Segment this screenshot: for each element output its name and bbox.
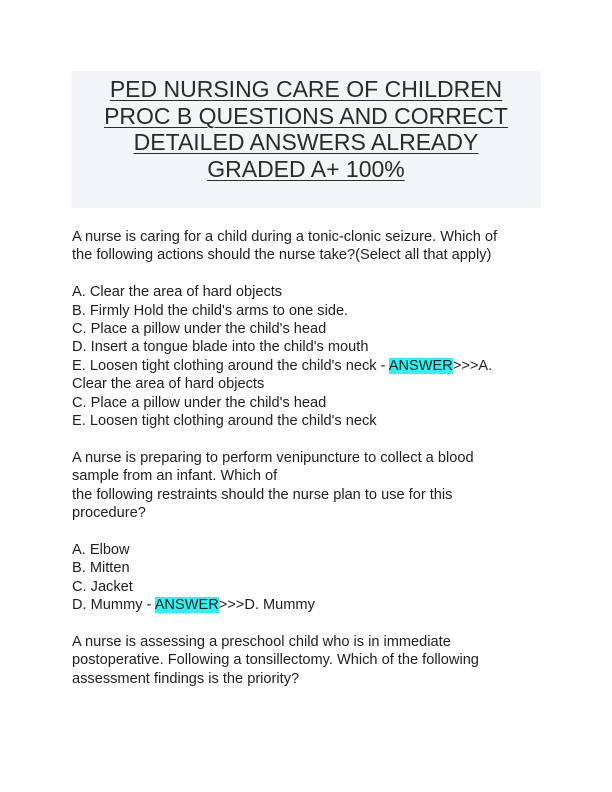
answer-line [72, 357, 552, 375]
question-stem-line: the following restraints should the nurse plan to use for this [72, 486, 453, 503]
spacer [72, 430, 552, 448]
option-line: A. Elbow [72, 541, 130, 558]
option-text: E. Loosen tight clothing around the child's neck - [72, 357, 389, 374]
title-line [71, 103, 541, 130]
question-1 [72, 228, 552, 430]
question-stem-line: assessment findings is the priority? [72, 670, 300, 687]
spacer [72, 522, 552, 540]
title-line [71, 76, 541, 103]
title-line [71, 129, 541, 156]
answer-text: >>>A. [452, 357, 493, 374]
answer-line: C. Place a pillow under the child's head [72, 394, 327, 411]
option-line: D. Insert a tongue blade into the child's mouth [72, 339, 369, 356]
question-2 [72, 449, 552, 615]
question-3 [72, 633, 552, 688]
answer-highlight: ANSWER [388, 357, 453, 374]
answer-highlight: ANSWER [154, 597, 219, 614]
option-line: A. Clear the area of hard objects [72, 284, 283, 301]
title-line-text: PROC B QUESTIONS AND CORRECT [104, 102, 508, 129]
question-stem-line: A nurse is caring for a child during a tonic-clonic seizure. Which of [72, 229, 498, 245]
answer-line: E. Loosen tight clothing around the child's neck [72, 413, 377, 430]
question-stem-line: the following actions should the nurse take?(Select all that apply) [72, 247, 492, 264]
title-line-text: GRADED A+ 100% [207, 155, 405, 182]
title-line [71, 156, 541, 183]
title-box [71, 71, 541, 208]
title-line-text: PED NURSING CARE OF CHILDREN [109, 76, 503, 102]
title-line-text: DETAILED ANSWERS ALREADY [133, 129, 479, 155]
document-title [71, 71, 541, 182]
answer-line: Clear the area of hard objects [72, 376, 265, 393]
spacer [72, 614, 552, 632]
option-line: B. Firmly Hold the child's arms to one side. [72, 302, 349, 319]
answer-line [72, 596, 552, 614]
answer-text: >>>D. Mummy [218, 597, 315, 614]
spacer [72, 265, 552, 283]
option-line: B. Mitten [72, 560, 130, 577]
option-line: C. Place a pillow under the child's head [72, 321, 327, 338]
question-stem-line: procedure? [72, 505, 146, 522]
document-body [72, 228, 552, 688]
question-stem-line: A nurse is preparing to perform venipuncture to collect a blood [72, 449, 474, 466]
question-stem-line: sample from an infant. Which of [72, 468, 278, 485]
option-text: D. Mummy - [72, 597, 155, 614]
question-stem-line: postoperative. Following a tonsillectomy. Which of the following [72, 652, 479, 669]
question-stem-line: A nurse is assessing a preschool child who is in immediate [72, 633, 451, 650]
option-line: C. Jacket [72, 578, 133, 595]
